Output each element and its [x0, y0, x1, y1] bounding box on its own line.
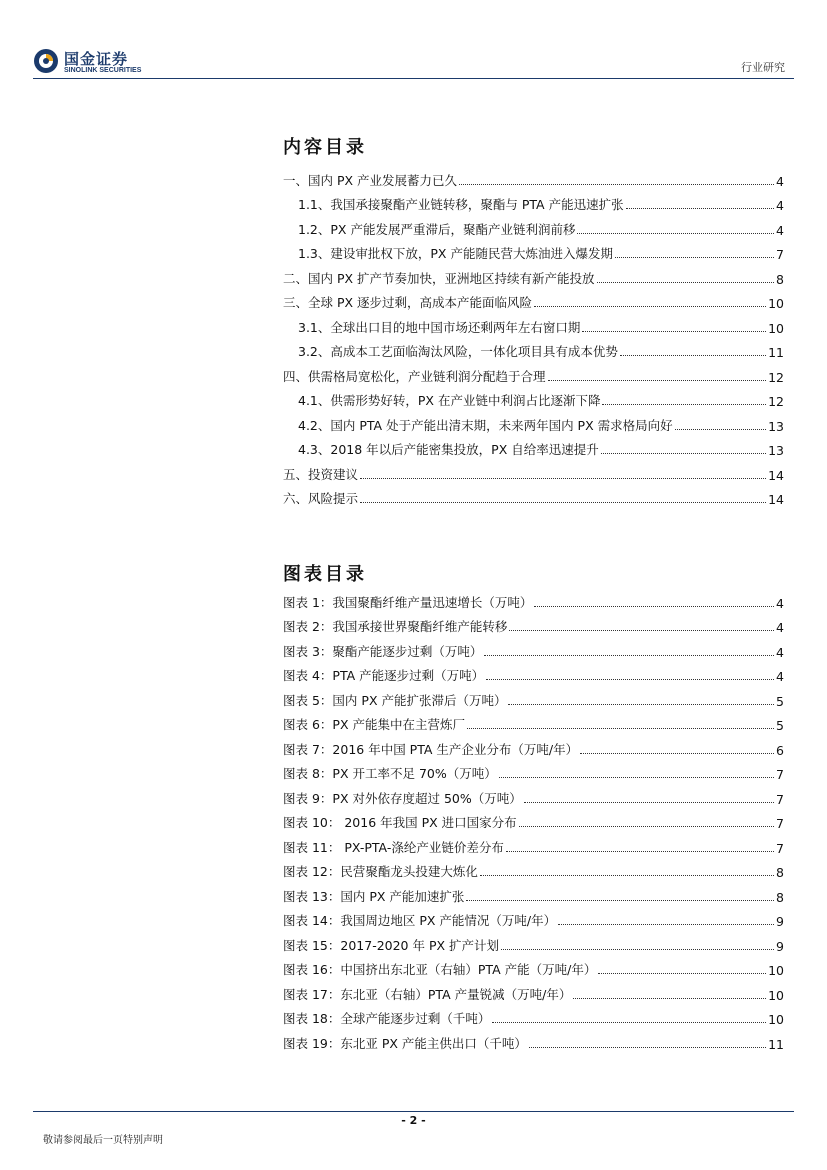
figure-entry-page: 6	[776, 742, 784, 758]
dot-leader	[466, 900, 774, 901]
figure-entry-text: 图表 3：聚酯产能逐步过剩（万吨）	[283, 643, 483, 659]
dot-leader	[509, 630, 774, 631]
toc-entry-page: 13	[768, 443, 784, 458]
figure-entry-text: 图表 6：PX 产能集中在主营炼厂	[283, 717, 466, 732]
toc-entry[interactable]	[283, 483, 784, 508]
figure-entry-page: 4	[776, 620, 784, 635]
figure-entry-text: 图表 9：PX 对外依存度超过 50%（万吨）	[283, 790, 522, 806]
disclaimer-text: 敬请参阅最后一页特别声明	[43, 1135, 163, 1146]
figure-entry-page: 5	[776, 718, 784, 733]
toc-entry[interactable]	[283, 213, 784, 238]
dot-leader	[597, 282, 774, 283]
figure-entry-text: 图表 8：PX 开工率不足 70%（万吨）	[283, 766, 497, 781]
dot-leader	[508, 704, 774, 705]
figure-entry-page: 10	[768, 987, 784, 1003]
toc-entry-text: 1.1、我国承接聚酯产业链转移，聚酯与 PTA 产能迅速扩张	[298, 197, 624, 212]
figure-entry[interactable]	[283, 611, 784, 636]
dot-leader	[601, 453, 766, 454]
toc-entry[interactable]	[283, 189, 784, 214]
figure-entry[interactable]	[283, 954, 784, 979]
dot-leader	[492, 1022, 766, 1023]
figure-entry-page: 8	[776, 889, 784, 905]
toc-entry[interactable]	[283, 409, 784, 434]
toc-entry-text: 4.3、2018 年以后产能密集投放，PX 自给率迅速提升	[298, 442, 599, 457]
toc-entry-text: 三、全球 PX 逐步过剩，高成本产能面临风险	[283, 295, 533, 310]
toc-entry-page: 12	[768, 369, 784, 385]
toc-entry[interactable]	[283, 164, 784, 189]
figure-entry[interactable]	[283, 831, 784, 856]
dot-leader	[675, 429, 766, 430]
dot-leader	[524, 802, 774, 803]
figure-entry[interactable]	[283, 978, 784, 1003]
figure-entry-text: 图表 11： PX-PTA-涤纶产业链价差分布	[283, 839, 504, 855]
toc-entry[interactable]	[283, 287, 784, 312]
figure-entry-page: 7	[776, 767, 784, 782]
dot-leader	[580, 753, 774, 754]
figure-entry-text: 图表 16：中国挤出东北亚（右轴）PTA 产能（万吨/年）	[283, 962, 597, 977]
figure-entry[interactable]	[283, 807, 784, 832]
figure-entry-page: 8	[776, 865, 784, 880]
toc-entry-page: 13	[768, 418, 784, 434]
dot-leader	[626, 208, 774, 209]
toc-entry-text: 一、国内 PX 产业发展蓄力已久	[283, 172, 458, 188]
dot-leader	[519, 826, 774, 827]
figure-entry-page: 4	[776, 595, 784, 611]
figure-entry-page: 4	[776, 644, 784, 660]
dot-leader	[620, 355, 766, 356]
figure-entry-text: 图表 14：我国周边地区 PX 产能情况（万吨/年）	[283, 913, 557, 928]
figure-entry-text: 图表 13：国内 PX 产能加速扩张	[283, 888, 465, 904]
dot-leader	[534, 606, 774, 607]
figures-list	[283, 586, 784, 1052]
toc-title: 内容目录	[283, 137, 367, 158]
dot-leader	[459, 184, 774, 185]
figure-entry[interactable]	[283, 856, 784, 881]
figure-entry[interactable]	[283, 733, 784, 758]
company-logo	[33, 48, 153, 78]
toc-entry-page: 4	[776, 198, 784, 213]
figure-entry[interactable]	[283, 635, 784, 660]
figure-entry-page: 10	[768, 963, 784, 978]
figure-entry-page: 7	[776, 840, 784, 856]
toc-entry[interactable]	[283, 385, 784, 410]
dot-leader	[534, 306, 766, 307]
figure-entry[interactable]	[283, 1003, 784, 1028]
toc-entry[interactable]	[283, 311, 784, 336]
figure-entry-page: 11	[768, 1036, 784, 1052]
toc-list	[283, 164, 784, 507]
figure-entry-text: 图表 2：我国承接世界聚酯纤维产能转移	[283, 619, 508, 634]
dot-leader	[558, 924, 774, 925]
toc-entry-text: 二、国内 PX 扩产节奏加快，亚洲地区持续有新产能投放	[283, 270, 595, 286]
footer-divider	[33, 1111, 794, 1112]
toc-entry-text: 3.2、高成本工艺面临淘汰风险，一体化项目具有成本优势	[298, 344, 618, 359]
logo-chinese-name: 国金证券	[64, 50, 129, 68]
figure-entry-text: 图表 5：国内 PX 产能扩张滞后（万吨）	[283, 692, 507, 708]
figure-entry-text: 图表 10： 2016 年我国 PX 进口国家分布	[283, 815, 517, 830]
dot-leader	[360, 502, 766, 503]
figure-entry-text: 图表 18：全球产能逐步过剩（千吨）	[283, 1011, 491, 1026]
figure-entry[interactable]	[283, 709, 784, 734]
toc-entry-page: 4	[776, 173, 784, 189]
figures-title: 图表目录	[283, 564, 367, 585]
dot-leader	[486, 679, 774, 680]
figure-entry-page: 7	[776, 816, 784, 831]
sinolink-logo-icon	[33, 48, 59, 74]
toc-entry-page: 14	[768, 467, 784, 483]
toc-entry[interactable]	[283, 238, 784, 263]
figure-entry-page: 4	[776, 669, 784, 684]
figure-entry[interactable]	[283, 758, 784, 783]
toc-entry-text: 六、风险提示	[283, 491, 359, 506]
dot-leader	[573, 998, 766, 999]
toc-entry-text: 1.3、建设审批权下放，PX 产能随民营大炼油进入爆发期	[298, 246, 613, 261]
toc-entry-text: 四、供需格局宽松化，产业链利润分配趋于合理	[283, 368, 546, 384]
figure-entry[interactable]	[283, 929, 784, 954]
figure-entry[interactable]	[283, 586, 784, 611]
toc-entry-text: 4.2、国内 PTA 处于产能出清末期，未来两年国内 PX 需求格局向好	[298, 417, 673, 433]
toc-entry-page: 11	[768, 345, 784, 360]
page-number: - 2 -	[401, 1114, 426, 1127]
toc-entry-text: 4.1、供需形势好转，PX 在产业链中利润占比逐渐下降	[298, 393, 601, 408]
toc-entry-page: 8	[776, 271, 784, 287]
dot-leader	[598, 973, 766, 974]
dot-leader	[577, 233, 774, 234]
figure-entry[interactable]	[283, 880, 784, 905]
toc-entry[interactable]	[283, 458, 784, 483]
figure-entry[interactable]	[283, 660, 784, 685]
report-type-label: 行业研究	[741, 61, 785, 74]
figure-entry-text: 图表 12：民营聚酯龙头投建大炼化	[283, 864, 478, 879]
toc-entry-text: 五、投资建议	[283, 466, 359, 482]
figure-entry-page: 9	[776, 938, 784, 954]
toc-entry-page: 10	[768, 296, 784, 311]
toc-entry[interactable]	[283, 262, 784, 287]
figure-entry[interactable]	[283, 1027, 784, 1052]
dot-leader	[480, 875, 774, 876]
dot-leader	[506, 851, 774, 852]
dot-leader	[602, 404, 766, 405]
figure-entry-text: 图表 4：PTA 产能逐步过剩（万吨）	[283, 668, 485, 683]
figure-entry-text: 图表 1：我国聚酯纤维产量迅速增长（万吨）	[283, 594, 533, 610]
figure-entry[interactable]	[283, 782, 784, 807]
toc-entry-page: 10	[768, 320, 784, 336]
page-header	[0, 0, 827, 80]
dot-leader	[360, 478, 766, 479]
toc-entry-page: 4	[776, 222, 784, 238]
figure-entry-text: 图表 19：东北亚 PX 产能主供出口（千吨）	[283, 1035, 527, 1051]
toc-entry[interactable]	[283, 434, 784, 459]
figure-entry-page: 7	[776, 791, 784, 807]
dot-leader	[501, 949, 774, 950]
dot-leader	[529, 1047, 766, 1048]
dot-leader	[467, 728, 774, 729]
figure-entry-page: 5	[776, 693, 784, 709]
dot-leader	[582, 331, 766, 332]
figure-entry-page: 10	[768, 1012, 784, 1027]
figure-entry-page: 9	[776, 914, 784, 929]
figure-entry-text: 图表 17：东北亚（右轴）PTA 产量锐减（万吨/年）	[283, 986, 572, 1002]
figure-entry[interactable]	[283, 684, 784, 709]
figure-entry-text: 图表 7：2016 年中国 PTA 生产企业分布（万吨/年）	[283, 741, 579, 757]
toc-entry[interactable]	[283, 336, 784, 361]
dot-leader	[548, 380, 767, 381]
toc-entry-page: 12	[768, 394, 784, 409]
toc-entry-page: 7	[776, 247, 784, 262]
dot-leader	[615, 257, 774, 258]
header-divider	[33, 78, 794, 79]
toc-entry[interactable]	[283, 360, 784, 385]
dot-leader	[499, 777, 774, 778]
toc-entry-page: 14	[768, 492, 784, 507]
figure-entry-text: 图表 15：2017-2020 年 PX 扩产计划	[283, 937, 500, 953]
toc-entry-text: 3.1、全球出口目的地中国市场还剩两年左右窗口期	[298, 319, 581, 335]
dot-leader	[484, 655, 774, 656]
figure-entry[interactable]	[283, 905, 784, 930]
toc-entry-text: 1.2、PX 产能发展严重滞后，聚酯产业链利润前移	[298, 221, 576, 237]
logo-english-name: SINOLINK SECURITIES	[64, 67, 142, 74]
